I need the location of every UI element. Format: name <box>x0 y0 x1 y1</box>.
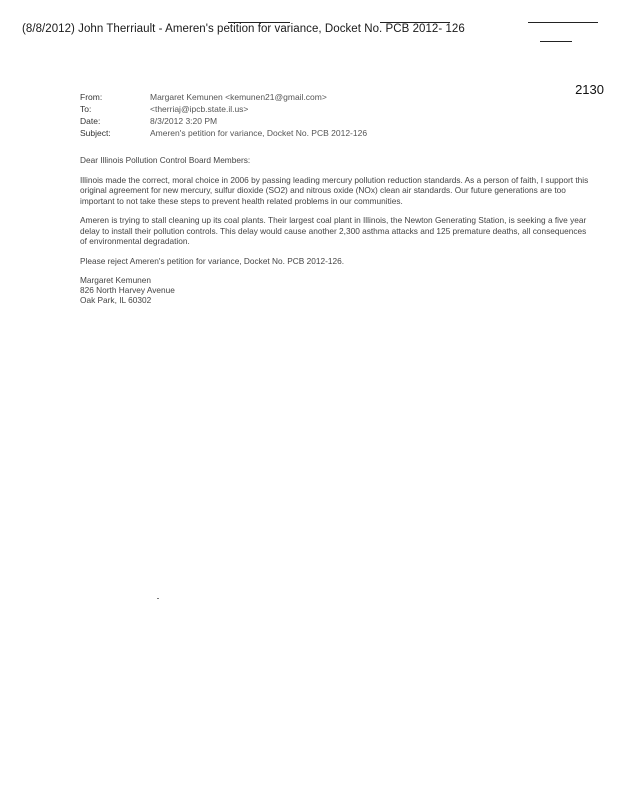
paragraph-faith-support: Illinois made the correct, moral choice in 2006 by passing leading mercury pollution reduction standards. As a person of faith, I support this original agreement for new mercury, sulfur dioxide (SO2) and nitrous oxide (NOx) clean air standards. Our future generations are too important to not take these steps to prevent health related problems in our communities. <box>80 174 589 206</box>
date-value: 8/3/2012 3:20 PM <box>150 116 218 126</box>
paragraph-ameren-delay: Ameren is trying to stall cleaning up its coal plants. Their largest coal plant in Illinois, the Newton Generating Station, is seeking a five year delay to install their pollution controls. This delay would cause another 2,300 asthma attacks and 125 premature deaths, all consequences of environmental degradation. <box>80 215 587 246</box>
date-label: Date: <box>80 116 101 126</box>
header-rule <box>540 41 572 42</box>
date-row <box>80 115 367 127</box>
signature-name: Margaret Kemunen <box>80 275 152 285</box>
from-row <box>80 91 367 103</box>
salutation: Dear Illinois Pollution Control Board Members: <box>80 155 251 165</box>
to-value: <therriaj@ipcb.state.il.us> <box>150 104 249 114</box>
to-label: To: <box>80 104 92 114</box>
from-value: Margaret Kemunen <kemunen21@gmail.com> <box>150 92 327 102</box>
letter-body <box>80 155 595 305</box>
subject-value: Ameren's petition for variance, Docket No. PCB 2012-126 <box>150 128 368 138</box>
subject-label: Subject: <box>80 128 111 138</box>
to-row <box>80 103 367 115</box>
from-label: From: <box>80 92 103 102</box>
page-number: 2130 <box>575 82 604 97</box>
header-rule <box>528 22 598 23</box>
subject-row <box>80 127 367 139</box>
email-header-block <box>80 91 367 139</box>
signature-city: Oak Park, IL 60302 <box>80 295 152 305</box>
scan-speck <box>157 598 159 599</box>
signature-block <box>80 275 595 305</box>
document-header-line: (8/8/2012) John Therriault - Ameren's petition for variance, Docket No. PCB 2012- 126 <box>22 23 465 35</box>
signature-street: 826 North Harvey Avenue <box>80 285 175 295</box>
header-rule <box>380 22 450 23</box>
header-rule <box>228 22 290 23</box>
closing-request: Please reject Ameren's petition for variance, Docket No. PCB 2012-126. <box>80 255 344 266</box>
